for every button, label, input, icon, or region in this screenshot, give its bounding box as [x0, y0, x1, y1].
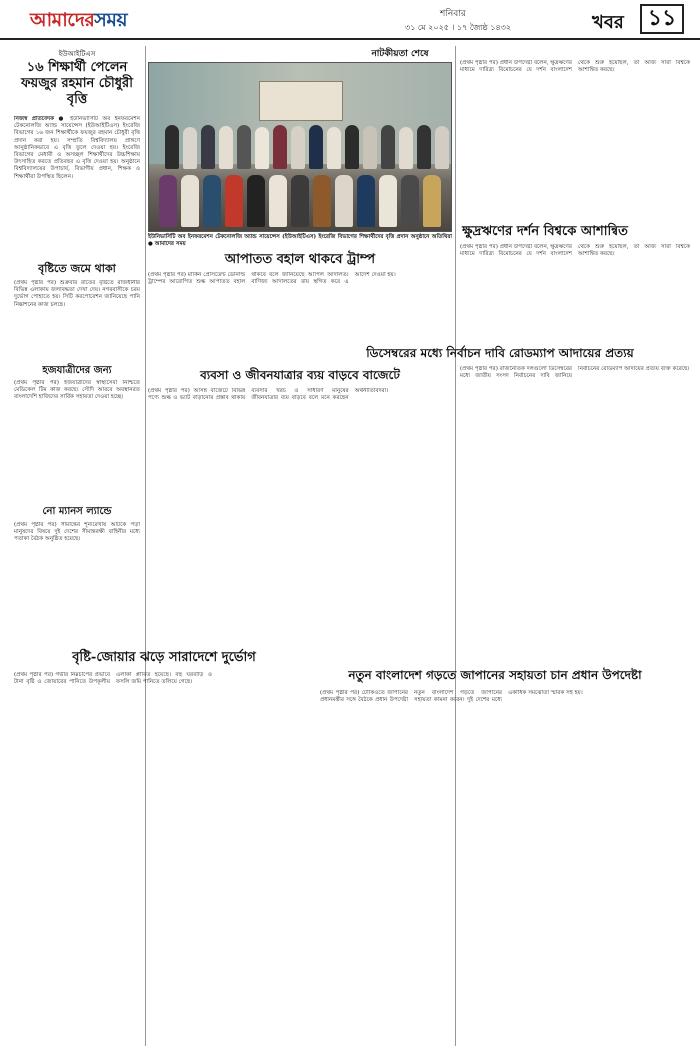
story8-kicker: নাটকীয়তা শেষে: [371, 49, 429, 59]
photo-people-back: [155, 125, 445, 173]
news-photo[interactable]: [148, 62, 452, 232]
issue-date: ৩১ মে ২০২৫ । ১৭ জ্যৈষ্ঠ ১৪৩২: [405, 23, 512, 32]
story4-body: (প্রথম পৃষ্ঠার পর) সীমান্তের শূন্যরেখায় আটকে পড়া মানুষদের বিষয়ে দুই দেশের সীমান্তরক্ষী বাহিনীর মধ্যে পতাকা বৈঠক অনুষ্ঠিত হয়েছে।: [14, 522, 140, 543]
story6-body: (প্রথম পৃষ্ঠার পর) আসন্ন বাজেটে বিভিন্ন পণ্যে শুল্ক ও ভ্যাট বাড়ানোর প্রস্তাব থাকায় ব্যবসার খরচ ও সাধারণ মানুষের জীবনযাত্রার ব্যয় বাড়বে বলে মনে করছেন অর্থনীতিবিদরা।: [148, 388, 389, 402]
photo-banner: [259, 81, 343, 121]
story1-kicker: ইউআইটিএস: [58, 50, 96, 58]
logo-text: আমাদের: [30, 9, 95, 31]
story1-headline[interactable]: ১৬ শিক্ষার্থী পেলেন ফয়জুর রহমান চৌধুরী বৃত্তি: [21, 60, 133, 107]
logo-text-b: সময়: [94, 9, 128, 31]
story10-body: (প্রথম পৃষ্ঠার পর) টোকিওতে জাপানের প্রধানমন্ত্রীর সঙ্গে বৈঠকে প্রধান উপদেষ্টা নতুন বাংলাদেশ গড়তে জাপানের সহায়তা কামনা করেন। দুই দেশের মধ্যে একাধিক সমঝোতা স্মারক সই হয়।: [320, 690, 583, 704]
story10-headline[interactable]: নতুন বাংলাদেশ গড়তে জাপানের সহায়তা চান প্রধান উপদেষ্টা: [348, 668, 642, 682]
masthead: [0, 0, 700, 40]
story5-headline[interactable]: আপাতত বহাল থাকবে ট্রাম্প: [224, 252, 376, 267]
photo-caption: ইউনিভার্সিটি অব ইনফরমেশন টেকনোলজি অ্যান্ড সায়েন্সেস (ইউআইটিএস) ইংরেজি বিভাগের শিক্ষার্থীদের বৃত্তি প্রদান অনুষ্ঠানে অতিথিরা ● আমাদের সময়: [148, 234, 452, 247]
story3-headline[interactable]: হজযাত্রীদের জন্য: [42, 365, 112, 376]
story3-body: (প্রথম পৃষ্ঠার পর) হজযাত্রীদের স্বাস্থ্যসেবা নিশ্চিতে মেডিকেল টিম কাজ করছে। সৌদি আরবে অবস্থানরত বাংলাদেশি হাজিদের সার্বিক সহায়তা দেওয়া হচ্ছে।: [14, 380, 140, 401]
story2-body: (প্রথম পৃষ্ঠার পর) শুক্রবার রাতের বৃষ্টিতে রাজধানীর বিভিন্ন এলাকায় জলাবদ্ধতা দেখা দেয়। নগরবাসীকে চরম দুর্ভোগ পোহাতে হয়। সিটি করপোরেশন জানিয়েছে পানি নিষ্কাশনের কাজ চলছে।: [14, 280, 140, 308]
page-number: ১১: [640, 4, 684, 34]
story4-headline[interactable]: নো ম্যানস ল্যান্ডে: [42, 506, 112, 517]
story7-headline[interactable]: বৃষ্টি-জোয়ার ঝড়ে সারাদেশে দুর্ভোগ: [72, 650, 256, 665]
story9-body: (প্রথম পৃষ্ঠার পর) রাজনৈতিক দলগুলো ডিসেম্বরের মধ্যে জাতীয় সংসদ নির্বাচনের দাবি জানিয়ে নির্বাচনের রোডম্যাপ আদায়ের প্রত্যয় ব্যক্ত করেছে।: [460, 366, 690, 380]
photo-people-front: [155, 171, 445, 219]
story6-headline[interactable]: ব্যবসা ও জীবনযাত্রার ব্যয় বাড়বে বাজেটে: [200, 368, 400, 382]
section-label: খবর: [592, 12, 624, 33]
story1-byline: নিজস্ব প্রতিবেদক ●: [14, 116, 66, 122]
newspaper-logo[interactable]: [30, 6, 127, 38]
story2-headline[interactable]: বৃষ্টিতে জমে থাকা: [38, 262, 116, 275]
story8-body: (প্রথম পৃষ্ঠার পর) প্রধান উপদেষ্টা বলেন, ক্ষুদ্রঋণের মাধ্যমে দারিদ্র্য বিমোচনের যে দর্শন বাংলাদেশ থেকে শুরু হয়েছিল, তা আজ সারা বিশ্বকে আশান্বিত করছে।: [460, 60, 690, 74]
story9-headline[interactable]: ডিসেম্বরের মধ্যে নির্বাচন দাবি রোডম্যাপ আদায়ের প্রত্যয়: [366, 346, 634, 360]
story5-body: (প্রথম পৃষ্ঠার পর) মার্কিন প্রেসিডেন্ট ডোনাল্ড ট্রাম্পের আরোপিত শুল্ক আপাতত বহাল থাকবে বলে জানিয়েছে আপিল আদালত। বাণিজ্য আদালতের রায় স্থগিত করে এ আদেশ দেওয়া হয়।: [148, 272, 396, 286]
issue-day: শনিবার: [440, 9, 466, 19]
story7-body: (প্রথম পৃষ্ঠার পর) গভীর নিম্নচাপের প্রভাবে টানা বৃষ্টি ও জোয়ারের পানিতে উপকূলীয় এলাকা প্লাবিত হয়েছে। বহু ঘরবাড়ি ও ফসলি জমি পানিতে তলিয়ে গেছে।: [14, 672, 212, 686]
story1-body: [14, 116, 140, 256]
story8-headline[interactable]: ক্ষুদ্রঋণের দর্শন বিশ্বকে আশান্বিত: [462, 224, 628, 239]
story8-continued: (প্রথম পৃষ্ঠার পর) প্রধান উপদেষ্টা বলেন, ক্ষুদ্রঋণের মাধ্যমে দারিদ্র্য বিমোচনের যে দর্শন বাংলাদেশ থেকে শুরু হয়েছিল, তা আজ সারা বিশ্বকে আশান্বিত করছে।: [460, 244, 690, 258]
story1-text: ইউনিভার্সিটি অব ইনফরমেশন টেকনোলজি অ্যান্ড সায়েন্সেস (ইউআইটিএস) ইংরেজি বিভাগের ১৬ জন শিক্ষার্থীকে ফয়জুর রহমান চৌধুরী বৃত্তি প্রদান করা হয়। সম্প্রতি বিশ্ববিদ্যালয় প্রাঙ্গণে আনুষ্ঠানিকভাবে এ বৃত্তি তুলে দেওয়া হয়। ইংরেজি বিভাগের মেধাবী ও অসচ্ছল শিক্ষার্থীদের উচ্চশিক্ষায় উৎসাহিত করতে প্রতিবছর এ বৃত্তি দেওয়া হয়। অনুষ্ঠানে বিশ্ববিদ্যালয়ের উপাচার্য, বিভাগীয় প্রধান, শিক্ষক ও শিক্ষার্থীরা উপস্থিত ছিলেন।: [14, 116, 140, 180]
